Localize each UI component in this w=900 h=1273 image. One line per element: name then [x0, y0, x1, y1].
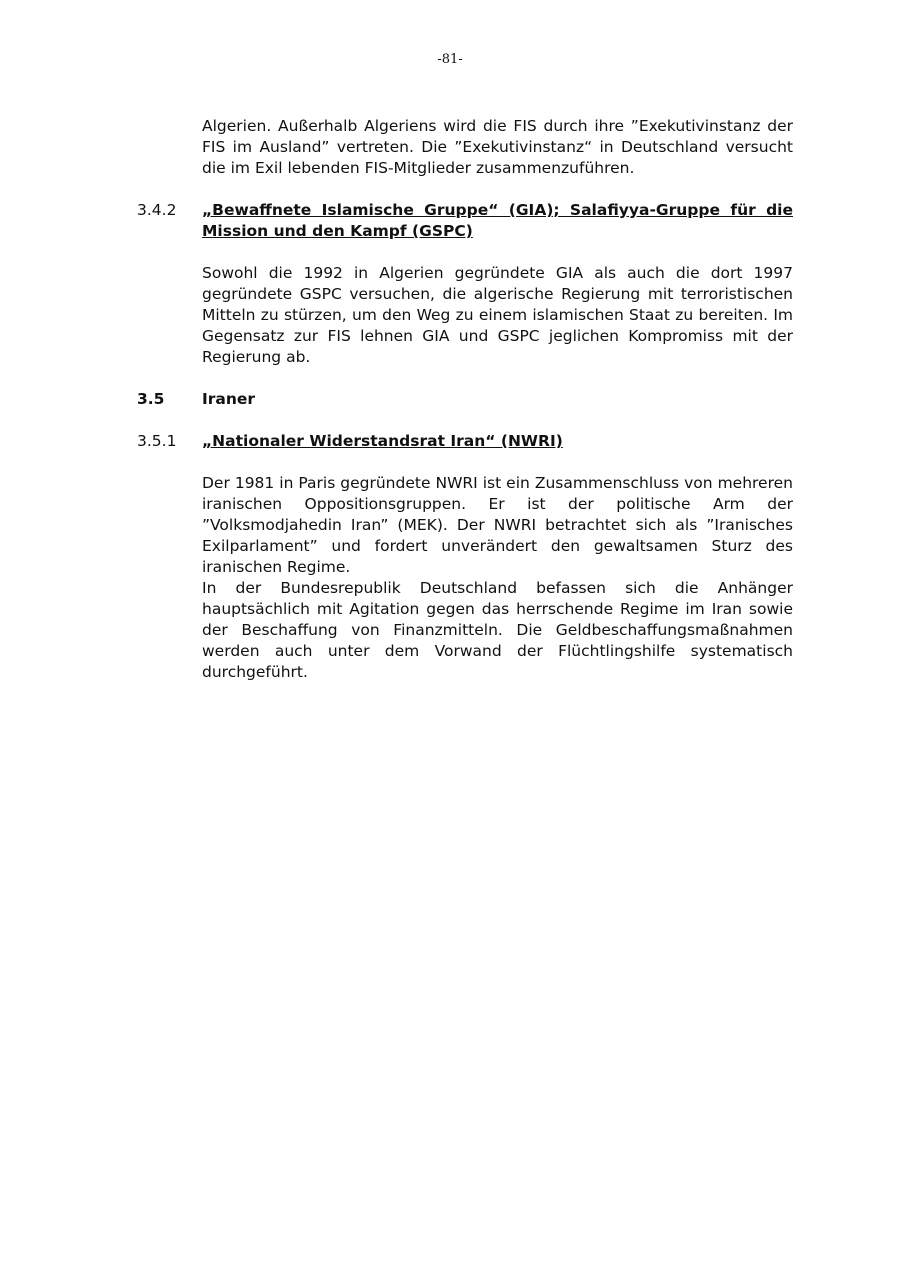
intro-paragraph-block	[202, 116, 793, 179]
section-number: 3.5	[137, 390, 165, 408]
section-3-5-heading	[137, 389, 793, 410]
page-number: -81-	[437, 52, 463, 67]
intro-paragraph: Algerien. Außerhalb Algeriens wird die FIS durch ihre ”Exekutivinstanz der FIS im Ausland” vertreten. Die ”Exekutivinstanz“ in Deutschland versucht die im Exil lebenden FIS-Mitglieder zusammenzuführen.	[202, 117, 793, 177]
section-paragraph: Der 1981 in Paris gegründete NWRI ist ein Zusammenschluss von mehreren iranischen Oppositionsgruppen. Er ist der politische Arm der ”Volksmodjahedin Iran” (MEK). Der NWRI betrachtet sich als ”Iranisches Exilparlament” und fordert unverändert den gewaltsamen Sturz des iranischen Regime.	[202, 474, 793, 576]
section-number: 3.4.2	[137, 201, 177, 219]
section-3-5-1-body	[202, 473, 793, 683]
document-body	[137, 116, 793, 683]
section-title: Iraner	[202, 390, 256, 408]
section-3-5-1-heading	[137, 431, 793, 452]
section-title: „Bewaffnete Islamische Gruppe“ (GIA); Salafiyya-Gruppe für die Mission und den Kampf (GSPC)	[202, 201, 793, 240]
section-3-4-2-body	[202, 263, 793, 368]
section-number: 3.5.1	[137, 432, 177, 450]
section-title: „Nationaler Widerstandsrat Iran“ (NWRI)	[202, 432, 563, 450]
section-3-4-2-heading	[137, 200, 793, 242]
section-paragraph: In der Bundesrepublik Deutschland befassen sich die Anhänger hauptsächlich mit Agitation gegen das herrschende Regime im Iran sowie der Beschaffung von Finanzmitteln. Die Geldbeschaffungsmaßnahmen werden auch unter dem Vorwand der Flüchtlingshilfe systematisch durchgeführt.	[202, 579, 793, 681]
section-paragraph: Sowohl die 1992 in Algerien gegründete GIA als auch die dort 1997 gegründete GSPC versuchen, die algerische Regierung mit terroristischen Mitteln zu stürzen, um den Weg zu einem islamischen Staat zu bereiten. Im Gegensatz zur FIS lehnen GIA und GSPC jeglichen Kompromiss mit der Regierung ab.	[202, 264, 793, 366]
